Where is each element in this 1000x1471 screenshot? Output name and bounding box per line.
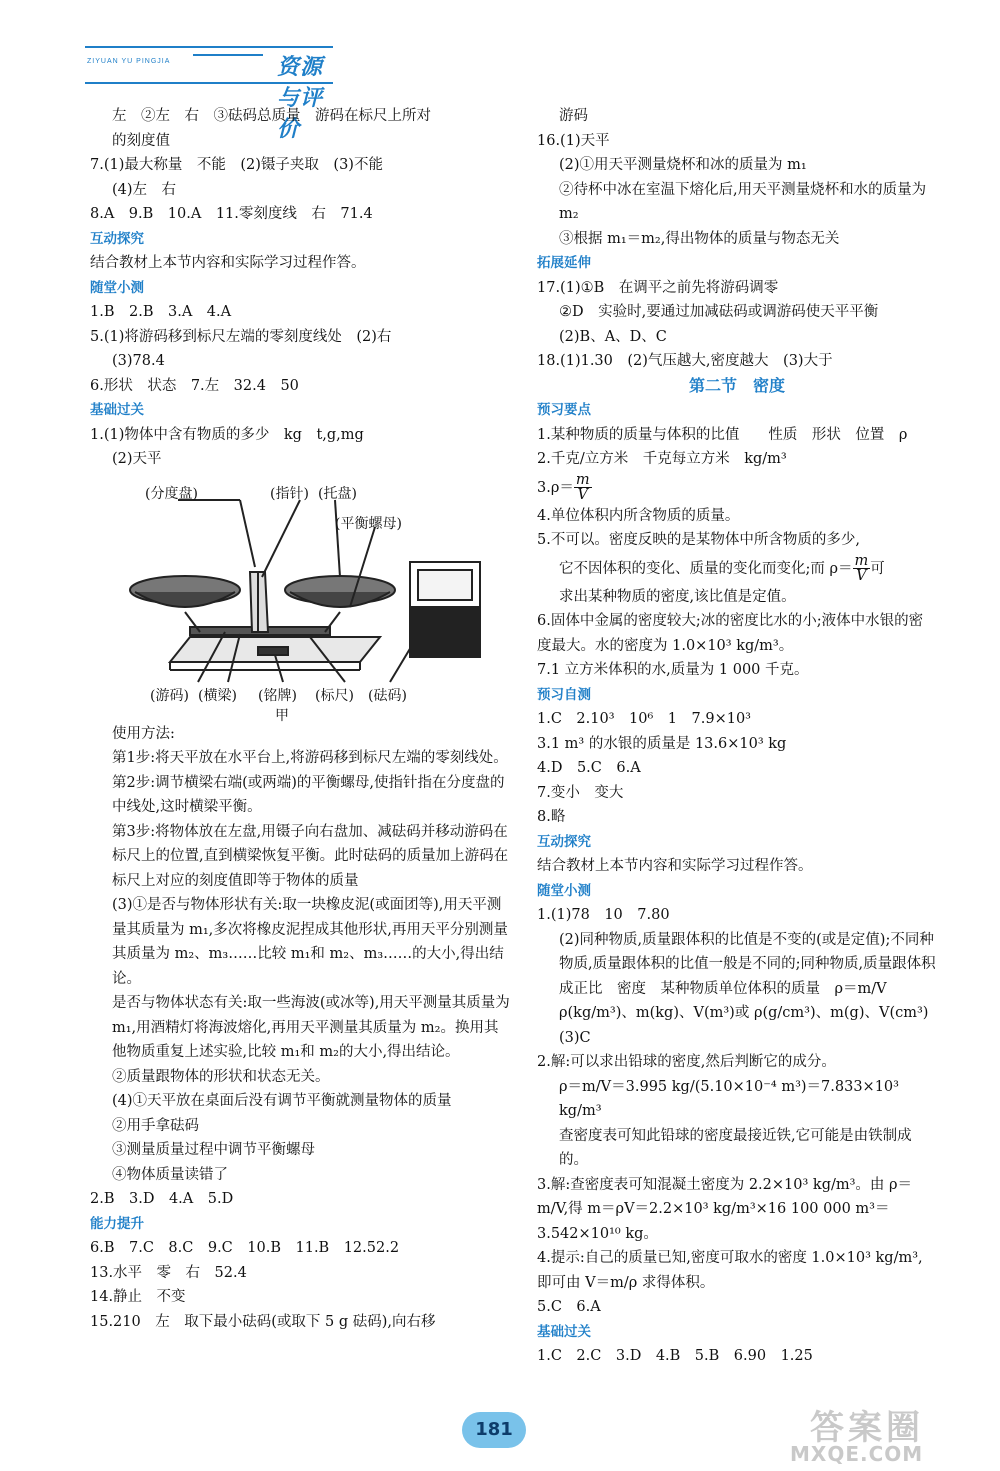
answer-line: 左 ②左 右 ③砝码总质量 游码在标尺上所对 — [112, 108, 431, 124]
text-segment: 可 — [870, 560, 885, 577]
section-heading: 预习自测 — [537, 686, 591, 703]
answer-paragraph: (4)①天平放在桌面后没有调节平衡就测量物体的质量 — [112, 1093, 452, 1109]
answer-paragraph: 第3步:将物体放在左盘,用镊子向右盘加、减砝码并移动游码在标尺上的位置,直到横梁恢复平衡。此时砝码的质量加上游码在标尺上对应的刻度值即等于物体的质量 — [112, 823, 509, 889]
answer-paragraph: 1.某种物质的质量与体积的比值 性质 形状 位置 ρ — [537, 426, 908, 443]
answer-line — [537, 553, 937, 585]
answer-paragraph: (3)①是否与物体形状有关:取一块橡皮泥(或面团等),用天平测量其质量为 m₁,多次将橡皮泥捏成其他形状,再用天平分别测量其质量为 m₂、m₃……比较 m₁和 m₂、m₃……的大小,得出结论。 — [112, 897, 508, 987]
answer-line: 1.C 2.C 3.D 4.B 5.B 6.90 1.25 — [537, 1348, 813, 1364]
section-heading: 随堂小测 — [537, 882, 591, 899]
answer-line: 1.(1)78 10 7.80 — [537, 907, 670, 923]
figure-caption: 甲 — [275, 707, 289, 724]
answer-line: 17.(1)①B 在调平之前先将游码调零 — [537, 279, 779, 296]
section-heading: 拓展延伸 — [537, 255, 591, 271]
answer-paragraph: ρ＝m/V＝3.995 kg/(5.10×10⁻⁴ m³)＝7.833×10³ kg/m³ — [559, 1078, 899, 1119]
header-arrow-decoration — [193, 54, 263, 56]
watermark-url: MXQE.COM — [790, 1442, 924, 1466]
answer-line: 18.(1)1.30 (2)气压越大,密度越大 (3)大于 — [537, 353, 833, 369]
label-weights: (砝码) — [368, 687, 407, 704]
header-pinyin: ZIYUAN YU PINGJIA — [87, 58, 171, 65]
left-column — [90, 104, 510, 1334]
answer-line: ②质量跟物体的形状和状态无关。 — [112, 1068, 330, 1085]
answer-line: ③根据 m₁＝m₂,得出物体的质量与物态无关 — [559, 230, 840, 247]
answer-line: 5.C 6.A — [537, 1299, 601, 1315]
answer-paragraph: 是否与物体状态有关:取一些海波(或冰等),用天平测量其质量为 m₁,用酒精灯将海波熔化,再用天平测量其质量为 m₂。换用其他物质重复上述实验,比较 m₁和 m₂的大小,得出结论。 — [112, 995, 510, 1060]
answer-line: (3)C — [559, 1029, 591, 1046]
answer-line: 1.(1)物体中含有物质的多少 kg t,g,mg — [90, 426, 364, 443]
section-heading: 基础过关 — [537, 1323, 591, 1340]
fraction — [853, 554, 871, 583]
answer-line: 求出某种物质的密度,该比值是定值。 — [559, 588, 796, 605]
answer-line: 16.(1)天平 — [537, 132, 610, 149]
label-pan: (托盘) — [318, 485, 357, 502]
answer-line: 的刻度值 — [112, 132, 170, 149]
answer-line: 结合教材上本节内容和实际学习过程作答。 — [537, 858, 813, 874]
label-ruler: (标尺) — [315, 687, 354, 704]
answer-line: 1.C 2.10³ 10⁶ 1 7.9×10³ — [537, 711, 751, 727]
answer-line: 2.千克/立方米 千克每立方米 kg/m³ — [537, 451, 787, 467]
answer-line: 8.略 — [537, 809, 566, 825]
answer-line: 7.变小 变大 — [537, 784, 624, 801]
fraction-numerator: m — [575, 472, 590, 488]
answer-line: 6.B 7.C 8.C 9.C 10.B 11.B 12.52.2 — [90, 1240, 400, 1256]
answer-paragraph: 第1步:将天平放在水平台上,将游码移到标尺左端的零刻线处。 — [112, 750, 508, 766]
answer-paragraph: 查密度表可知此铅球的密度最接近铁,它可能是由铁制成的。 — [559, 1127, 912, 1168]
answer-line: 13.水平 零 右 52.4 — [90, 1264, 247, 1281]
watermark-logo-text: 答案圈 — [810, 1408, 924, 1448]
density-formula — [537, 472, 937, 504]
answer-line: 6.形状 状态 7.左 32.4 50 — [90, 377, 299, 394]
section-heading: 基础过关 — [90, 402, 144, 418]
fraction-denominator: V — [577, 487, 588, 503]
label-balance-nut: (平衡螺母) — [335, 515, 402, 532]
right-column — [537, 104, 937, 1369]
balance-figure — [90, 472, 510, 722]
answer-line: ④物体质量读错了 — [112, 1166, 228, 1183]
answer-line: 1.B 2.B 3.A 4.A — [90, 304, 232, 320]
label-pointer: (指针) — [270, 485, 309, 502]
header-title: 资源与评价 — [277, 55, 324, 142]
answer-line: 15.210 左 取下最小砝码(或取下 5 g 砝码),向右移 — [90, 1313, 436, 1330]
label-rider: (游码) — [150, 687, 189, 704]
answer-paragraph: (2)同种物质,质量跟体积的比值是不变的(或是定值);不同种物质,质量跟体积的比值一般是不同的;同种物质,质量跟体积成正比 密度 某种物质单位体积的质量 ρ＝m/V ρ(kg/m³)、m(kg)、V(m³)或 ρ(g/cm³)、m(g)、V(cm³) — [559, 931, 936, 1021]
answer-line: (2)天平 — [112, 451, 162, 467]
answer-paragraph: 第2步:调节横梁右端(或两端)的平衡螺母,使指针指在分度盘的中线处,这时横梁平衡。 — [112, 774, 505, 815]
label-beam: (横梁) — [198, 687, 237, 704]
text-segment: 它不因体积的变化、质量的变化而变化;而 ρ＝ — [559, 560, 853, 577]
answer-line: 7.(1)最大称量 不能 (2)镊子夹取 (3)不能 — [90, 157, 383, 173]
answer-line: 5.不可以。密度反映的是某物体中所含物质的多少, — [537, 532, 860, 548]
section-heading: 能力提升 — [90, 1215, 144, 1232]
answer-line: 2.解:可以求出铅球的密度,然后判断它的成分。 — [537, 1054, 836, 1070]
label-scale-dial: (分度盘) — [145, 485, 198, 502]
answer-line: 结合教材上本节内容和实际学习过程作答。 — [90, 255, 366, 271]
answer-line: 使用方法: — [112, 725, 175, 742]
answer-line: 游码 — [559, 108, 588, 124]
chapter-title: 第二节 密度 — [688, 375, 785, 395]
answer-line: 2.B 3.D 4.A 5.D — [90, 1191, 234, 1207]
answer-paragraph: 6.固体中金属的密度较大;冰的密度比水的小;液体中水银的密度最大。水的密度为 1.0×10³ kg/m³。 — [537, 613, 924, 654]
section-heading: 互动探究 — [90, 230, 144, 247]
answer-line: (2)①用天平测量烧杯和冰的质量为 m₁ — [559, 157, 807, 173]
answer-line: ③测量质量过程中调节平衡螺母 — [112, 1142, 315, 1158]
answer-paragraph: ②D 实验时,要通过加减砝码或调游码使天平平衡 (2)B、A、D、C — [559, 304, 893, 345]
answer-line: 7.1 立方米体积的水,质量为 1 000 千克。 — [537, 662, 809, 678]
answer-paragraph: 4.提示:自己的质量已知,密度可取水的密度 1.0×10³ kg/m³,即可由 V＝m/ρ 求得体积。 — [537, 1250, 923, 1291]
label-nameplate: (铭牌) — [258, 687, 297, 704]
answer-line: 8.A 9.B 10.A 11.零刻度线 右 71.4 — [90, 206, 373, 222]
answer-line: 5.(1)将游码移到标尺左端的零刻度线处 (2)右 — [90, 328, 392, 345]
answer-line: 4.单位体积内所含物质的质量。 — [537, 507, 740, 524]
answer-line: 14.静止 不变 — [90, 1289, 186, 1305]
section-heading: 互动探究 — [537, 833, 591, 850]
answer-line: (3)78.4 — [112, 353, 165, 369]
answer-line: 4.D 5.C 6.A — [537, 760, 641, 776]
fraction-denominator: V — [856, 568, 867, 584]
answer-line: ②用手拿砝码 — [112, 1117, 199, 1134]
answer-paragraph: ②待杯中冰在室温下熔化后,用天平测量烧杯和水的质量为 m₂ — [559, 181, 927, 222]
section-heading: 随堂小测 — [90, 279, 144, 296]
answer-line: (4)左 右 — [112, 181, 177, 198]
answer-line: 3.1 m³ 的水银的质量是 13.6×10³ kg — [537, 735, 787, 752]
watermark — [790, 1400, 990, 1470]
fraction — [574, 473, 592, 502]
answer-paragraph: 3.解:查密度表可知混凝土密度为 2.2×10³ kg/m³。由 ρ＝m/V,得 m＝ρV＝2.2×10³ kg/m³×16 100 000 m³＝3.542×10¹⁰ kg。 — [537, 1176, 913, 1242]
fraction-numerator: m — [854, 553, 869, 569]
section-heading: 预习要点 — [537, 402, 591, 418]
formula-prefix: 3.ρ＝ — [537, 479, 574, 496]
page-number: 181 — [462, 1412, 526, 1448]
